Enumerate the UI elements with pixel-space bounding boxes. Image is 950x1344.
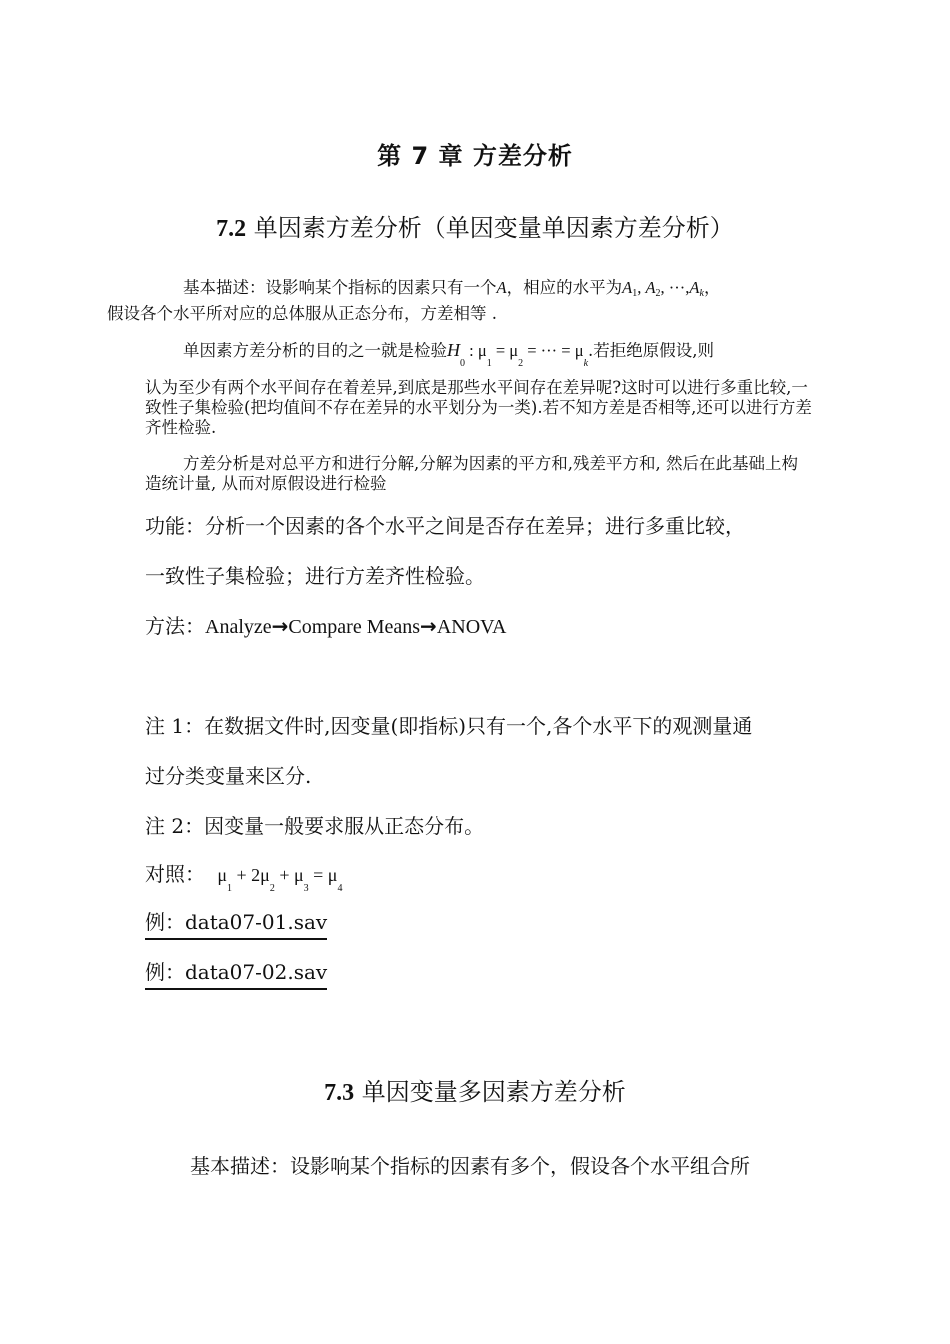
paragraph-basic-description: 基本描述：设影响某个指标的因素只有一个A，相应的水平为$A_1$, $A_2$, $\cdot\cdot\cdot,A_k$， 假设各个水平所对应的总体服从正态分布，方差相等 . (107, 278, 721, 323)
contrast-sub-4: 4 (337, 883, 343, 894)
para1-level-Ak: A (689, 278, 700, 297)
contrast-mu-2: μ (260, 865, 270, 885)
hypothesis-sub-0: 0 (460, 358, 465, 369)
section-7-2-title: 单因素方差分析（单因变量单因素方差分析） (246, 214, 734, 242)
para2-lead: 单因素方差分析的目的之一就是检验 (183, 341, 447, 360)
section-7-2-number: 7.2 (216, 216, 247, 242)
note-2: 注 2：因变量一般要求服从正态分布。 (145, 814, 485, 838)
section-7-3-title: 单因变量多因素方差分析 (354, 1078, 626, 1106)
note-1-line-1: 注 1：在数据文件时,因变量(即指标)只有一个,各个水平下的观测量通 (145, 714, 753, 738)
paragraph-multi-factor: 基本描述：设影响某个指标的因素有多个，假设各个水平组合所 (190, 1154, 750, 1178)
method-step-analyze: Analyze (205, 616, 272, 638)
para1-sub-1: 1 (632, 288, 638, 299)
arrow-icon: → (420, 614, 437, 638)
contrast-sub-1: 1 (227, 883, 233, 894)
contrast-mu-4: μ (327, 865, 338, 885)
hypothesis-colon: : (465, 341, 478, 360)
contrast-plus-2: + 2 (232, 865, 261, 885)
section-7-3-number: 7.3 (324, 1080, 355, 1106)
para1-level-A2: A (645, 278, 656, 297)
mu-k: μ (574, 341, 584, 360)
method-label: 方法： (145, 614, 205, 638)
para1-level-A1: A (622, 278, 633, 297)
paragraph-purpose (145, 340, 813, 369)
contrast-mu-3: μ (293, 865, 304, 885)
para2-tail: .若拒绝原假设,则 (588, 341, 715, 360)
example-link-2[interactable]: 例：data07-02.sav (145, 956, 327, 990)
para1-line2: 假设各个水平所对应的总体服从正态分布，方差相等 . (107, 304, 497, 323)
para1-sub-2: 2 (655, 288, 661, 299)
mu-2: μ (509, 341, 519, 360)
paragraph-decomposition: 方差分析是对总平方和进行分解,分解为因素的平方和,残差平方和, 然后在此基础上构造统计量, 从而对原假设进行检验 (145, 454, 798, 493)
contrast-sub-2: 2 (269, 883, 275, 894)
para1-A: A (496, 278, 507, 297)
contrast-eq: = (308, 865, 328, 885)
paragraph-purpose-rest: 认为至少有两个水平间存在着差异,到底是那些水平间存在差异呢?这时可以进行多重比较,一致性子集检验(把均值间不存在差异的水平划分为一类).若不知方差是否相等,还可以进行方差齐性检验. (145, 378, 812, 437)
contrast-label: 对照： (145, 862, 205, 886)
method-step-compare-means: Compare Means (288, 616, 421, 638)
function-line-1: 功能：分析一个因素的各个水平之间是否存在差异；进行多重比较， (145, 514, 745, 538)
method-line (145, 610, 506, 639)
section-7-2-heading (0, 208, 950, 243)
note-1-line-2: 过分类变量来区分. (145, 764, 312, 788)
contrast-sub-3: 3 (303, 883, 309, 894)
chapter-title: 第 7 章 方差分析 (377, 142, 573, 170)
mu-sub-k: k (583, 358, 589, 369)
contrast-plus: + (274, 865, 294, 885)
eq-dots: = ··· = (523, 341, 575, 360)
function-line-2: 一致性子集检验；进行方差齐性检验。 (145, 564, 485, 588)
section-7-3-heading (0, 1072, 950, 1107)
arrow-icon: → (271, 614, 289, 638)
mu-1: μ (477, 341, 487, 360)
para1-lead: 基本描述：设影响某个指标的因素只有一个 (183, 278, 497, 297)
mu-sub-1: 1 (486, 358, 492, 369)
para1-tail: ， (703, 278, 721, 297)
contrast-line (145, 858, 343, 894)
example-link-1[interactable]: 例：data07-01.sav (145, 906, 327, 940)
para1-ellipsis: ···, (668, 278, 690, 297)
contrast-mu-1: μ (217, 865, 228, 885)
para1-sub-k: k (699, 288, 704, 299)
hypothesis-H: H (447, 340, 460, 360)
mu-sub-2: 2 (518, 358, 524, 369)
para1-mid: ，相应的水平为 (506, 278, 623, 297)
eq-sign: = (491, 341, 510, 360)
method-step-anova: ANOVA (436, 616, 507, 638)
